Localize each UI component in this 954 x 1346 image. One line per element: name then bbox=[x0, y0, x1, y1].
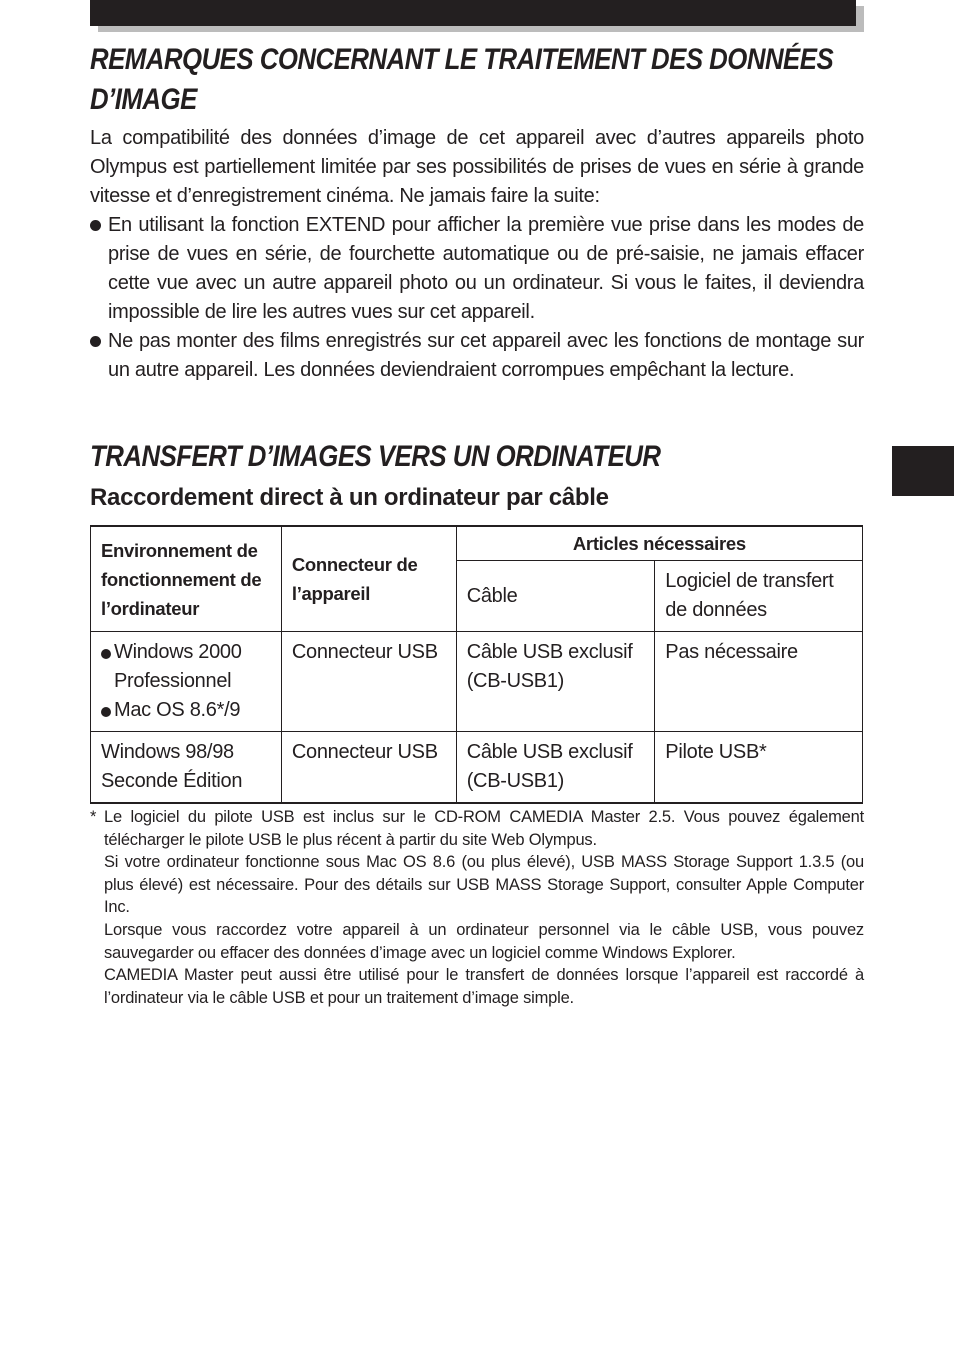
connector-cell: Connecteur USB bbox=[281, 632, 456, 732]
intro-paragraph: La compatibilité des données d’image de cet appareil avec d’autres appareils photo Olympus est partiellement limitée par ses possibilités de prises de vues en série à grande vitesse et d’enregistrement cinéma. Ne jamais faire la suite: bbox=[90, 127, 864, 207]
list-item: En utilisant la fonction EXTEND pour afficher la première vue prise dans les modes de prise de vues en série, de fourchette automatique ou de pré-saisie, ne jamais effacer cette vue avec un autre appareil photo ou un ordinateur. Si vous le faites, il deviendra impossible de lire les autres vues sur cet appareil. bbox=[90, 211, 864, 327]
software-cell: Pilote USB* bbox=[655, 732, 863, 804]
list-item: Ne pas monter des films enregistrés sur cet appareil avec les fonctions de montage sur un autre appareil. Les données deviendraient corrompues empêchant la lecture. bbox=[90, 327, 864, 385]
env-cell: Windows 2000 Professionnel Mac OS 8.6*/9 bbox=[91, 632, 282, 732]
section-subtitle: Raccordement direct à un ordinateur par câble bbox=[90, 484, 609, 511]
chapter-tab bbox=[892, 446, 954, 496]
footnote: Si votre ordinateur fonctionne sous Mac OS 8.6 (ou plus élevé), USB MASS Storage Support 1.3.5 (ou plus élevé) est nécessaire. Pour des détails sur USB MASS Storage Support, consulter Apple Computer Inc. bbox=[104, 853, 864, 917]
table-row bbox=[91, 732, 863, 804]
env-cell: Windows 98/98 Seconde Édition bbox=[91, 732, 282, 804]
table-row bbox=[91, 632, 863, 732]
header-bar bbox=[90, 0, 856, 26]
footnote: * Le logiciel du pilote USB est inclus sur le CD-ROM CAMEDIA Master 2.5. Vous pouvez également télécharger le pilote USB le plus récent à partir du site Web Olympus. bbox=[90, 808, 864, 849]
section-title-transfer: TRANSFERT D’IMAGES VERS UN ORDINATEUR bbox=[90, 440, 661, 473]
section1-body bbox=[90, 124, 864, 385]
bullet-icon bbox=[101, 707, 111, 717]
header-connector: Connecteur de l’appareil bbox=[281, 526, 456, 632]
title-line-2: D’IMAGE bbox=[90, 83, 197, 116]
header-environment: Environnement de fonctionnement de l’ordinateur bbox=[91, 526, 282, 632]
bullet-icon bbox=[90, 336, 101, 347]
title-line-1: REMARQUES CONCERNANT LE TRAITEMENT DES DONNÉES bbox=[90, 43, 834, 76]
asterisk: * bbox=[90, 808, 97, 826]
footnote: CAMEDIA Master peut aussi être utilisé pour le transfert de données lorsque l’appareil est raccordé à l’ordinateur via le câble USB et pour un traitement d’image simple. bbox=[104, 966, 864, 1007]
bullet-icon bbox=[90, 220, 101, 231]
footnote: Lorsque vous raccordez votre appareil à un ordinateur personnel via le câble USB, vous pouvez sauvegarder ou effacer des données d’image avec un logiciel comme Windows Explorer. bbox=[104, 920, 864, 962]
cable-cell: Câble USB exclusif (CB-USB1) bbox=[456, 632, 655, 732]
requirements-table bbox=[90, 525, 863, 804]
bullet-icon bbox=[101, 649, 111, 659]
connector-cell: Connecteur USB bbox=[281, 732, 456, 804]
header-software: Logiciel de transfert de données bbox=[655, 561, 863, 632]
header-cable: Câble bbox=[456, 561, 655, 632]
warning-list bbox=[90, 211, 864, 385]
footnotes bbox=[90, 806, 864, 1009]
software-cell: Pas nécessaire bbox=[655, 632, 863, 732]
section-title-image-data bbox=[90, 40, 864, 120]
header-items: Articles nécessaires bbox=[456, 526, 862, 561]
cable-cell: Câble USB exclusif (CB-USB1) bbox=[456, 732, 655, 804]
